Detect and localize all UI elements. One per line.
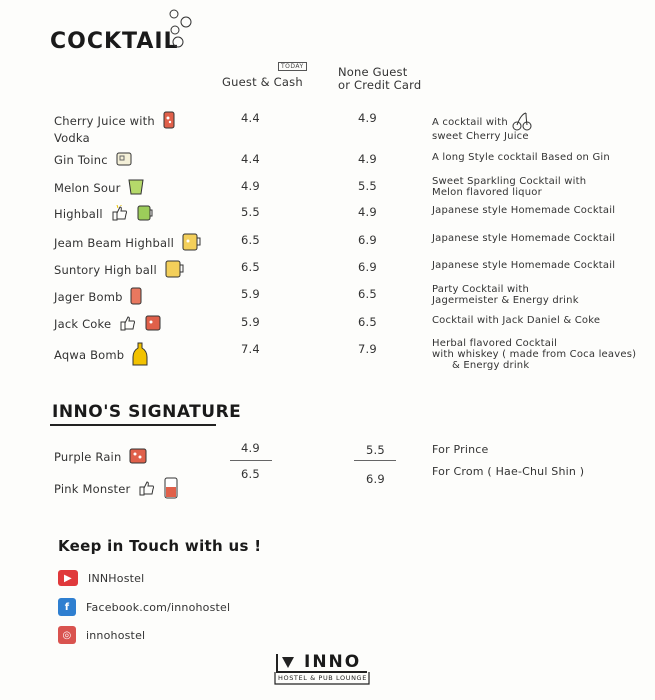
cocktail-name: Jager Bomb [54, 287, 142, 308]
thumbs-up-icon [119, 315, 137, 334]
price-guest: 4.9 [241, 441, 260, 455]
page-title: COCKTAIL [50, 29, 179, 54]
youtube-link[interactable] [58, 570, 144, 586]
price-none-guest: 6.5 [358, 315, 377, 329]
thumbs-up-icon [138, 480, 156, 499]
signature-desc: For Prince [432, 443, 489, 456]
inno-logo [274, 652, 370, 686]
red-glass-icon [129, 448, 147, 467]
red-glass-icon [130, 287, 142, 308]
facebook-icon: f [58, 598, 76, 616]
thumbs-up-icon [111, 205, 129, 224]
signature-name: Purple Rain [54, 448, 147, 467]
cocktail-desc: Japanese style Homemade Cocktail [432, 260, 616, 271]
price-guest: 5.5 [241, 205, 260, 219]
none-guest-line2: or Credit Card [338, 78, 422, 92]
price-guest: 6.5 [241, 467, 260, 481]
price-guest: 6.5 [241, 260, 260, 274]
clear-glass-icon [116, 152, 132, 169]
price-guest: 6.5 [241, 233, 260, 247]
cocktail-name: Highball [54, 205, 153, 224]
price-none-guest: 5.5 [366, 443, 385, 457]
price-none-guest: 4.9 [358, 111, 377, 125]
none-guest-line1: None Guest [338, 65, 408, 79]
signature-desc: For Crom ( Hae-Chul Shin ) [432, 465, 585, 478]
price-none-guest: 6.5 [358, 287, 377, 301]
facebook-label: Facebook.com/innohostel [86, 600, 231, 614]
cocktail-desc: A long Style cocktail Based on Gin [432, 152, 610, 163]
green-glass-icon [137, 205, 153, 224]
price-none-guest: 7.9 [358, 342, 377, 356]
signature-name: Pink Monster [54, 477, 178, 502]
price-underline [230, 460, 272, 461]
price-none-guest: 6.9 [358, 260, 377, 274]
price-guest: 4.4 [241, 152, 260, 166]
price-none-guest: 6.9 [366, 472, 385, 486]
youtube-label: INNHostel [88, 571, 145, 585]
logo-sub: HOSTEL & PUB LOUNGE [278, 674, 367, 682]
instagram-icon: ◎ [58, 626, 76, 644]
cocktail-desc: Japanese style Homemade Cocktail [432, 233, 616, 244]
cherry-icon [511, 117, 533, 128]
price-underline [354, 460, 396, 461]
instagram-label: innohostel [86, 628, 146, 642]
cocktail-desc: Cocktail with Jack Daniel & Coke [432, 315, 601, 326]
cocktail-desc: Japanese style Homemade Cocktail [432, 205, 616, 216]
price-guest: 5.9 [241, 315, 260, 329]
price-guest: 7.4 [241, 342, 260, 356]
cocktail-name: Suntory High ball [54, 260, 185, 281]
youtube-icon: ▶ [58, 570, 78, 586]
price-none-guest: 6.9 [358, 233, 377, 247]
signature-title: INNO'S SIGNATURE [52, 402, 242, 422]
facebook-link[interactable] [58, 598, 230, 616]
cocktail-name: Cherry Juice with Vodka [54, 111, 175, 145]
red-glass-icon [163, 111, 175, 132]
red-glass-icon [145, 315, 161, 334]
price-none-guest: 4.9 [358, 152, 377, 166]
cocktail-desc: Herbal flavored Cocktail with whiskey ( made from Coca leaves) & Energy drink [432, 338, 637, 371]
green-glass-icon [128, 179, 144, 198]
contact-title: Keep in Touch with us ! [58, 537, 262, 555]
signature-underline [50, 424, 216, 426]
price-none-guest: 4.9 [358, 205, 377, 219]
bubbles-icon [165, 6, 195, 50]
cocktail-desc: Sweet Sparkling Cocktail with Melon flavored liquor [432, 176, 587, 198]
none-guest-header [338, 66, 421, 92]
cocktail-name: Melon Sour [54, 179, 144, 198]
today-tag: TODAY [278, 62, 307, 71]
yellow-mug-icon [182, 233, 202, 254]
cocktail-desc: Party Cocktail with Jagermeister & Energy drink [432, 284, 579, 306]
cocktail-name: Aqwa Bomb [54, 342, 148, 369]
guest-cash-header: Guest & Cash [222, 75, 303, 89]
logo-name: INNO [304, 652, 362, 672]
cocktail-desc: A cocktail with sweet Cherry Juice [432, 111, 533, 142]
price-guest: 5.9 [241, 287, 260, 301]
cocktail-name: Jack Coke [54, 315, 161, 334]
yellow-mug-icon [165, 260, 185, 281]
instagram-link[interactable] [58, 626, 145, 644]
price-guest: 4.4 [241, 111, 260, 125]
cocktail-name: Jeam Beam Highball [54, 233, 202, 254]
cocktail-name: Gin Toinc [54, 152, 132, 169]
price-none-guest: 5.5 [358, 179, 377, 193]
red-glass-icon [164, 477, 178, 502]
yellow-bottle-icon [132, 342, 148, 369]
price-guest: 4.9 [241, 179, 260, 193]
